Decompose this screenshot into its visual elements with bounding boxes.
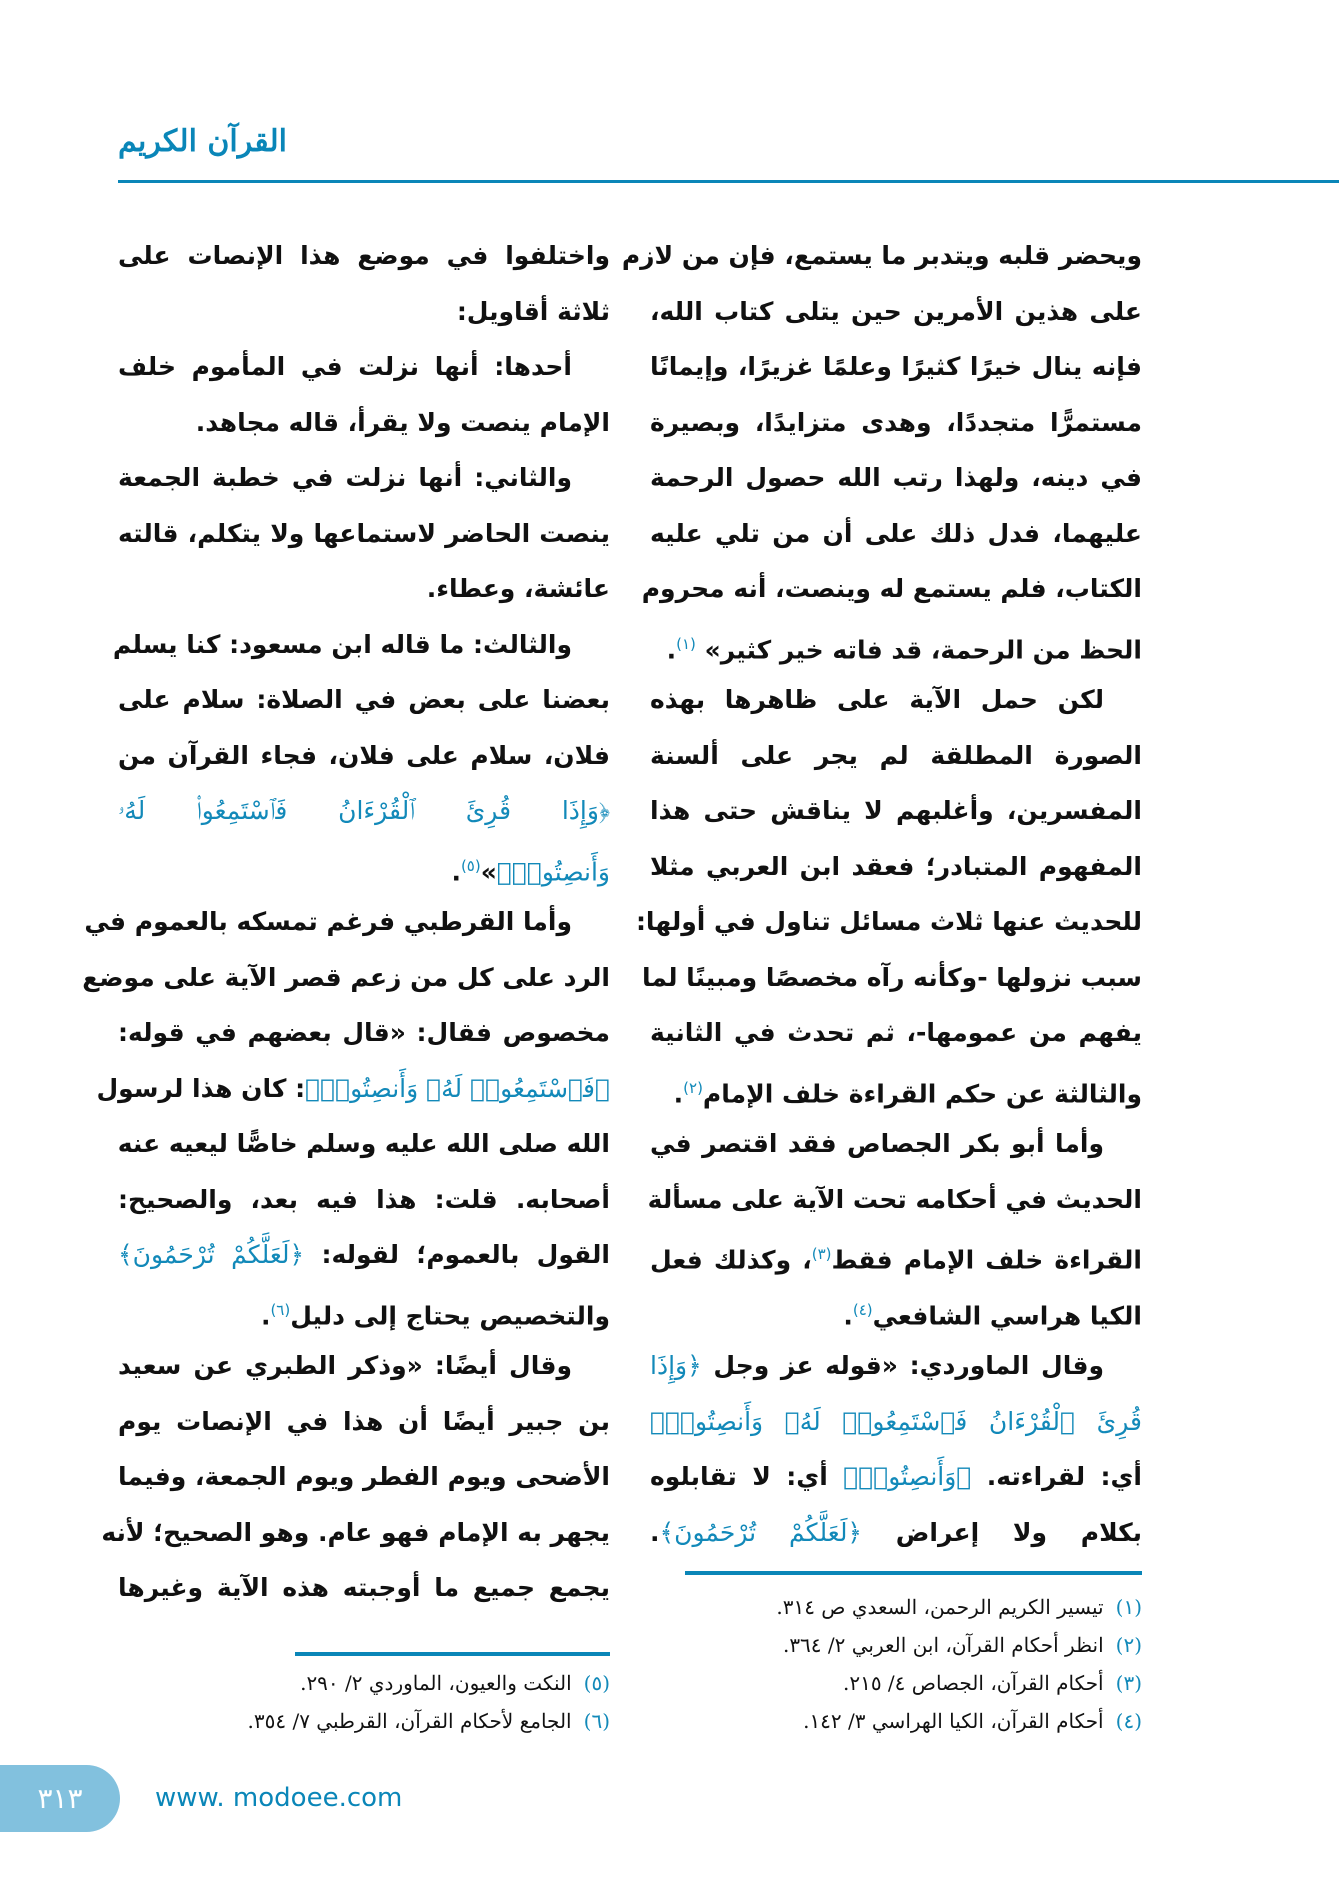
book-title-logo: القرآن الكريم [118,124,287,159]
header-divider [118,180,1339,183]
body-text: فلان، سلام على فلان، فجاء القرآن من [118,740,610,770]
body-text: أي: لقراءته. [971,1462,1143,1491]
footnote [248,1664,611,1702]
footnote-reference[interactable]: (١) [676,634,696,653]
text-line [650,1005,1142,1061]
body-text: ثلاثة أقاويل: [456,296,610,326]
text-line [641,561,1142,617]
body-text: . [673,1078,684,1108]
body-text: الله صلى الله عليه وسلم خاصًّا ليعيه عنه [117,1129,610,1158]
footnote [248,1702,611,1740]
body-text: ينصت الحاضر لاستماعها ولا يتكلم، قالته [118,518,610,548]
text-line [118,1394,610,1450]
body-text: الأضحى ويوم الفطر ويوم الجمعة، وفيما [118,1462,610,1491]
footnote-number: (١) [1115,1595,1142,1619]
body-text: » [480,856,497,886]
body-text: ويحضر قلبه ويتدبر ما يستمع، فإن من لازم [621,241,1142,270]
body-text: الكتاب، فلم يستمع له وينصت، أنه محروم [641,574,1142,603]
body-text: . [650,1517,660,1547]
text-line [650,284,1142,340]
body-text: الحظ من الرحمة، قد فاته خير كثير» [695,634,1142,664]
footnote-text: الجامع لأحكام القرآن، القرطبي ٧/ ٣٥٤. [247,1709,572,1733]
text-line [650,783,1142,839]
text-line [650,1449,1142,1505]
body-text: أي: لا تقابلوه [650,1462,844,1491]
footnotes-right [776,1588,1142,1740]
text-line [118,284,610,340]
text-line [118,1560,610,1616]
text-line [118,1283,610,1339]
text-line [650,1116,1142,1172]
text-line [650,839,1142,895]
page-number: ٣١٣ [0,1765,120,1832]
footnote-reference[interactable]: (٥) [460,856,481,875]
body-text: بكلام ولا إعراض [862,1517,1143,1547]
footnote [776,1626,1142,1664]
footnote [776,1588,1142,1626]
text-line [118,728,610,784]
text-line [118,1338,610,1394]
body-text: المفسرين، وأغلبهم لا يناقش حتى هذا [650,796,1142,825]
footnote-divider-left [295,1652,610,1656]
quran-verse: قُرِئَ ٱلْقُرْءَانُ فَٱسْتَمِعُوا۟ لَهُۥ وَأَنصِتُوا۟﴾ [650,1406,1142,1436]
text-line [118,1116,610,1172]
text-line [118,228,610,284]
text-line [635,894,1142,950]
body-text: وأما القرطبي فرغم تمسكه بالعموم في [84,907,572,936]
text-line [118,450,610,506]
text-line [118,1005,610,1061]
right-text-column [621,228,1143,1560]
text-line [82,950,610,1006]
body-text: بن جبير أيضًا أن هذا في الإنصات يوم [118,1406,610,1436]
left-text-column [82,228,610,1616]
quran-verse: ﴿وَأَنصِتُوا۟﴾ [843,1462,972,1491]
footnote-number: (٤) [1115,1709,1142,1733]
text-line [96,1061,610,1117]
body-text: الحديث في أحكامه تحت الآية على مسألة [647,1184,1142,1214]
body-text: وأما أبو بكر الجصاص فقد اقتصر في [650,1129,1104,1158]
quran-verse: وَأَنصِتُوا۟﴾ [496,856,610,886]
body-text: والتخصيص يحتاج إلى دليل [290,1300,610,1330]
body-text: فإنه ينال خيرًا كثيرًا وعلمًا غزيرًا، وإيمانًا [650,352,1142,381]
footnote [776,1664,1142,1702]
body-text: . [260,1300,271,1330]
quran-verse: ﴿وَإِذَا قُرِئَ ٱلْقُرْءَانُ فَٱسْتَمِعُوا۟ لَهُۥ [118,796,610,825]
text-line [650,395,1142,451]
text-line [650,1338,1142,1394]
footnote-text: أحكام القرآن، الجصاص ٤/ ٢١٥. [842,1671,1104,1695]
body-text: ، وكذلك فعل [650,1245,812,1275]
footnote-text: أحكام القرآن، الكيا الهراسي ٣/ ١٤٢. [803,1709,1104,1733]
text-line [650,1283,1142,1339]
quran-verse: ﴿لَعَلَّكُمْ تُرْحَمُونَ﴾ [118,1240,305,1269]
body-text: الإمام ينصت ولا يقرأ، قاله مجاهد. [195,407,610,437]
body-text: على هذين الأمرين حين يتلى كتاب الله، [650,296,1142,326]
footnote-text: انظر أحكام القرآن، ابن العربي ٢/ ٣٦٤. [782,1633,1104,1657]
text-line [650,450,1142,506]
body-text: . [843,1300,853,1330]
footnote-number: (٥) [583,1671,610,1695]
body-text: وقال الماوردي: «قوله عز وجل [701,1351,1104,1380]
body-text: يجمع جميع ما أوجبته هذه الآية وغيرها [118,1573,610,1602]
text-line [84,894,610,950]
footnote-reference[interactable]: (٢) [683,1078,703,1097]
text-line [118,561,610,617]
body-text: الرد على كل من زعم قصر الآية على موضع [82,962,610,992]
body-text: عائشة، وعطاء. [426,574,610,603]
text-line [641,950,1142,1006]
text-line [118,1449,610,1505]
footnote-reference[interactable]: (٣) [811,1245,832,1263]
text-line [650,1394,1142,1450]
body-text: مستمرًّا متجددًا، وهدى متزايدًا، وبصيرة [650,407,1142,437]
body-text: : كان هذا لرسول [96,1073,306,1103]
quran-verse: ﴿فَٱسْتَمِعُوا۟ لَهُۥ وَأَنصِتُوا۟﴾ [305,1073,610,1103]
text-line [118,395,610,451]
body-text: المفهوم المتبادر؛ فعقد ابن العربي مثلا [650,851,1142,881]
body-text: مخصوص فقال: «قال بعضهم في قوله: [118,1018,610,1047]
footnote-reference[interactable]: (٤) [852,1300,873,1319]
text-line [101,1505,610,1561]
body-text: . [666,634,677,664]
body-text: القول بالعموم؛ لقوله: [304,1240,610,1269]
body-text: وقال أيضًا: «وذكر الطبري عن سعيد [118,1351,572,1380]
body-text: الصورة المطلقة لم يجر على ألسنة [650,740,1142,770]
footnote-number: (٢) [1115,1633,1142,1657]
body-text: في دينه، ولهذا رتب الله حصول الرحمة [650,463,1142,492]
text-line [650,672,1142,728]
body-text: واختلفوا في موضع هذا الإنصات على [118,241,610,270]
body-text: بعضنا على بعض في الصلاة: سلام على [118,685,610,714]
footnote-text: تيسير الكريم الرحمن، السعدي ص ٣١٤. [776,1595,1104,1619]
body-text: القراءة خلف الإمام فقط [831,1245,1142,1275]
text-line [621,228,1142,284]
quran-verse: ﴿وَإِذَا [650,1351,702,1380]
text-line [118,1172,610,1228]
body-text: والثاني: أنها نزلت في خطبة الجمعة [118,463,572,492]
body-text: سبب نزولها -وكأنه رآه مخصصًا ومبينًا لما [641,962,1142,992]
body-text: أحدها: أنها نزلت في المأموم خلف [118,352,572,381]
footnote-reference[interactable]: (٦) [270,1300,291,1319]
body-text: لكن حمل الآية على ظاهرها بهذه [650,685,1104,714]
text-line [118,506,610,562]
text-line [647,1172,1142,1228]
body-text: يجهر به الإمام فهو عام. وهو الصحيح؛ لأنه [101,1517,610,1547]
text-line [112,617,610,673]
quran-verse: ﴿لَعَلَّكُمْ تُرْحَمُونَ﴾ [659,1517,863,1547]
body-text: . [451,856,461,886]
text-line [118,339,610,395]
text-line [650,339,1142,395]
footnotes-left [248,1664,611,1740]
text-line [118,783,610,839]
text-line [650,506,1142,562]
body-text: يفهم من عمومها-، ثم تحدث في الثانية [650,1018,1142,1047]
body-text: أصحابه. قلت: هذا فيه بعد، والصحيح: [118,1184,610,1214]
footnote-divider-right [685,1571,1142,1575]
body-text: والثالث: ما قاله ابن مسعود: كنا يسلم [112,629,572,659]
text-line [118,1227,610,1283]
footnote [776,1702,1142,1740]
text-line [650,728,1142,784]
footnote-number: (٦) [583,1709,610,1733]
text-line [118,839,610,895]
text-line [650,1227,1142,1283]
body-text: والثالثة عن حكم القراءة خلف الإمام [702,1078,1142,1108]
text-line [650,1061,1142,1117]
body-text: عليهما، فدل ذلك على أن من تلي عليه [650,518,1142,548]
footnote-text: النكت والعيون، الماوردي ٢/ ٢٩٠. [300,1671,572,1695]
text-line [650,617,1142,673]
text-line [118,672,610,728]
footnote-number: (٣) [1115,1671,1142,1695]
body-text: الكيا هراسي الشافعي [872,1300,1142,1330]
body-text: للحديث عنها ثلاث مسائل تناول في أولها: [635,907,1142,936]
text-line [650,1505,1142,1561]
website-link[interactable]: www. modoee.com [155,1783,403,1813]
